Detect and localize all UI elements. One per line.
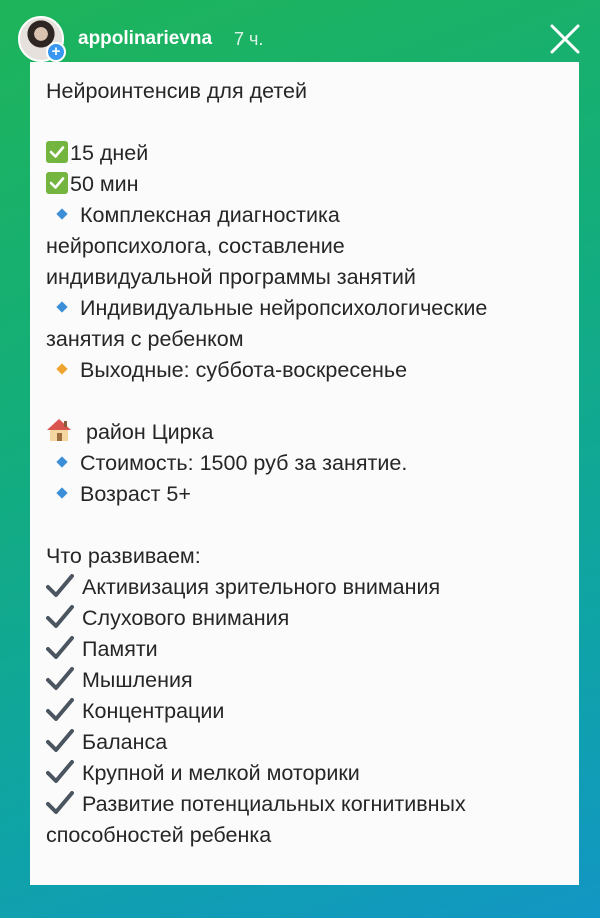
location-text: район Цирка — [86, 420, 214, 444]
checkmark-icon — [46, 791, 74, 815]
develop-item — [46, 603, 571, 634]
develop-item-text: Слухового внимания — [82, 606, 290, 630]
story-card — [30, 62, 579, 885]
develop-item-text: Мышления — [82, 668, 193, 692]
develop-item — [46, 789, 571, 820]
location-line — [46, 417, 571, 448]
feature-text: Выходные: суббота-воскресенье — [80, 358, 408, 382]
blue-diamond-icon — [56, 457, 67, 468]
orange-diamond-icon — [56, 364, 67, 375]
feature-text: Комплексная диагностика — [80, 203, 340, 227]
checkmark-icon — [46, 605, 74, 629]
session-text: 50 мин — [70, 172, 139, 196]
develop-item — [46, 727, 571, 758]
duration-text: 15 дней — [70, 141, 149, 165]
checkmark-icon — [46, 574, 74, 598]
feature-line — [46, 200, 571, 231]
checkmark-icon — [46, 698, 74, 722]
feature-line — [46, 293, 571, 324]
develop-item — [46, 634, 571, 665]
develop-item-text: Концентрации — [82, 699, 225, 723]
develop-item — [46, 758, 571, 789]
checkmark-icon — [46, 760, 74, 784]
house-icon — [46, 418, 72, 442]
story-text — [46, 76, 571, 851]
blue-diamond-icon — [56, 209, 67, 220]
develop-item-text: Баланса — [82, 730, 168, 754]
age-text: Возраст 5+ — [80, 482, 191, 506]
duration-line — [46, 138, 571, 169]
username[interactable]: appolinarievna — [78, 28, 213, 49]
age-line — [46, 479, 571, 510]
feature-continuation: нейропсихолога, составление — [46, 234, 345, 258]
develop-item-text: Крупной и мелкой моторики — [82, 761, 360, 785]
post-title: Нейроинтенсив для детей — [46, 79, 307, 103]
develop-item-text: Развитие потенциальных когнитивных — [82, 792, 466, 816]
checkmark-icon — [46, 729, 74, 753]
develop-item — [46, 696, 571, 727]
checkmark-icon — [46, 636, 74, 660]
develop-item-continuation: способностей ребенка — [46, 823, 272, 847]
develop-item — [46, 572, 571, 603]
feature-text: Индивидуальные нейропсихологические — [80, 296, 488, 320]
checkmark-icon — [46, 667, 74, 691]
develop-item — [46, 665, 571, 696]
story-header — [0, 0, 600, 70]
check-box-icon — [46, 141, 68, 163]
post-time: 7 ч. — [234, 29, 264, 49]
feature-continuation: занятия с ребенком — [46, 327, 244, 351]
feature-line — [46, 355, 571, 386]
develop-heading: Что развиваем: — [46, 544, 201, 568]
close-button[interactable] — [548, 22, 582, 56]
blue-diamond-icon — [56, 302, 67, 313]
session-line — [46, 169, 571, 200]
blue-diamond-icon — [56, 488, 67, 499]
develop-item-text: Активизация зрительного внимания — [82, 575, 441, 599]
add-story-badge[interactable]: + — [46, 42, 66, 62]
check-box-icon — [46, 172, 68, 194]
close-icon — [548, 22, 582, 56]
develop-item-text: Памяти — [82, 637, 158, 661]
feature-continuation: индивидуальной программы занятий — [46, 265, 416, 289]
price-line — [46, 448, 571, 479]
price-text: Стоимость: 1500 руб за занятие. — [80, 451, 408, 475]
